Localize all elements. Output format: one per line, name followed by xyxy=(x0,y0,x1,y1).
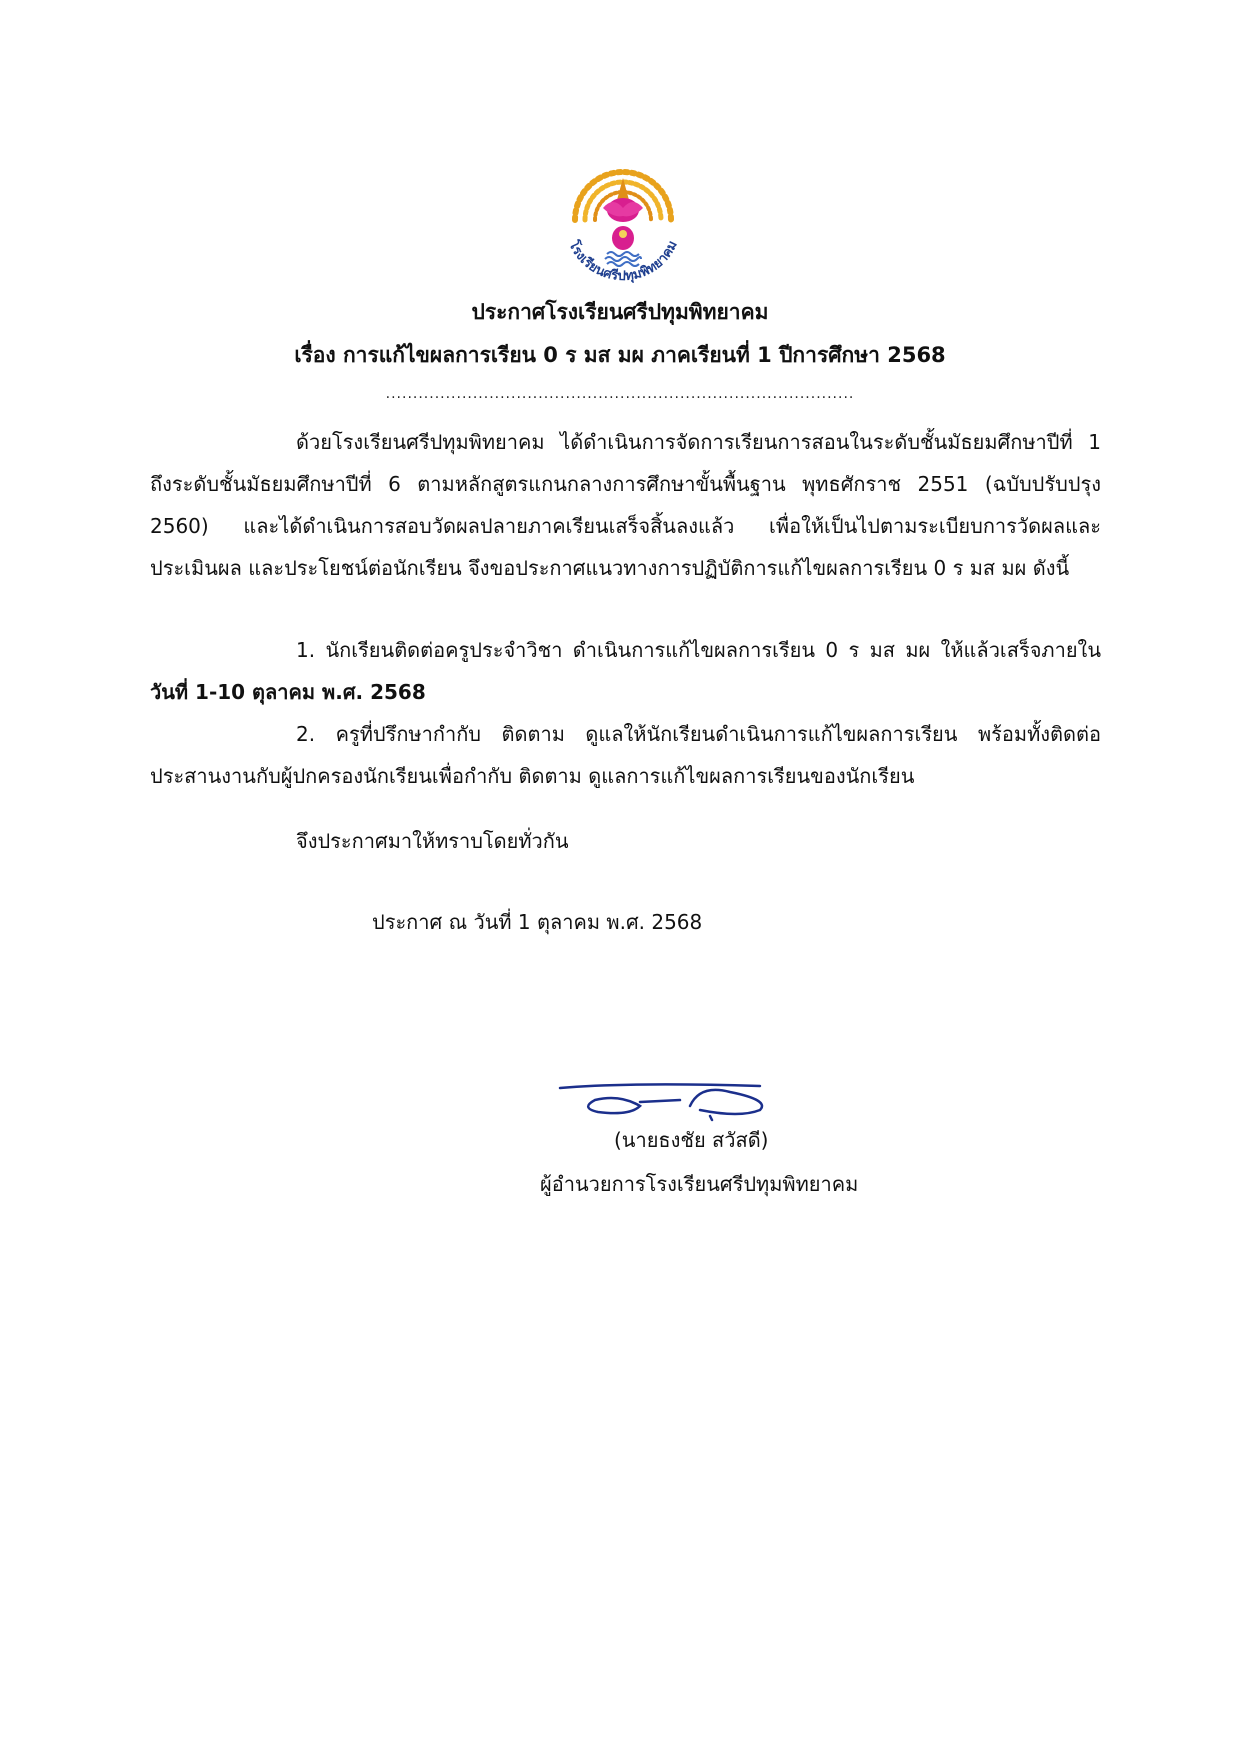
item1-line1: 1. นักเรียนติดต่อครูประจำวิชา ดำเนินการแก้ไขผลการเรียน 0 ร มส มผ ให้แล้วเสร็จภายใน xyxy=(296,638,1101,662)
para1-line4: ประเมินผล และประโยชน์ต่อนักเรียน จึงขอประกาศแนวทางการปฏิบัติการแก้ไขผลการเรียน 0 ร มส มผ ดังนี้ xyxy=(150,556,1070,580)
signatory-position: ผู้อำนวยการโรงเรียนศรีปทุมพิทยาคม xyxy=(540,1172,859,1196)
separator-dotted-line: ...................................................................................... xyxy=(385,386,855,402)
school-emblem-logo xyxy=(555,138,691,284)
para1-line2: ถึงระดับชั้นมัธยมศึกษาปีที่ 6 ตามหลักสูตรแกนกลางการศึกษาขั้นพื้นฐาน พุทธศักราช 2551 (ฉบับปรับปรุง xyxy=(150,472,1101,496)
announcement-title: ประกาศโรงเรียนศรีปทุมพิทยาคม xyxy=(471,300,769,324)
handwritten-signature xyxy=(540,1078,800,1122)
para1-line3: 2560) และได้ดำเนินการสอบวัดผลปลายภาคเรียนเสร็จสิ้นลงแล้ว เพื่อให้เป็นไปตามระเบียบการวัดผลและ xyxy=(150,514,1101,538)
signatory-name: (นายธงชัย สวัสดี) xyxy=(614,1128,769,1152)
lotus-center xyxy=(619,230,627,238)
announcement-subject: เรื่อง การแก้ไขผลการเรียน 0 ร มส มผ ภาคเรียนที่ 1 ปีการศึกษา 2568 xyxy=(294,343,946,367)
announcement-date: ประกาศ ณ วันที่ 1 ตุลาคม พ.ศ. 2568 xyxy=(372,910,703,934)
emblem-ring-text: โรงเรียนศรีปทุมพิทยาคม xyxy=(565,238,681,284)
water-waves xyxy=(605,252,641,266)
item2-line1: 2. ครูที่ปรึกษากำกับ ติดตาม ดูแลให้นักเรียนดำเนินการแก้ไขผลการเรียน พร้อมทั้งติดต่อ xyxy=(296,722,1101,746)
item2-line2: ประสานงานกับผู้ปกครองนักเรียนเพื่อกำกับ ติดตาม ดูแลการแก้ไขผลการเรียนของนักเรียน xyxy=(150,764,915,788)
para1-line1: ด้วยโรงเรียนศรีปทุมพิทยาคม ได้ดำเนินการจัดการเรียนการสอนในระดับชั้นมัธยมศึกษาปีที่ 1 xyxy=(296,430,1101,454)
closing-statement: จึงประกาศมาให้ทราบโดยทั่วกัน xyxy=(296,829,569,853)
item1-deadline: วันที่ 1-10 ตุลาคม พ.ศ. 2568 xyxy=(150,680,426,704)
